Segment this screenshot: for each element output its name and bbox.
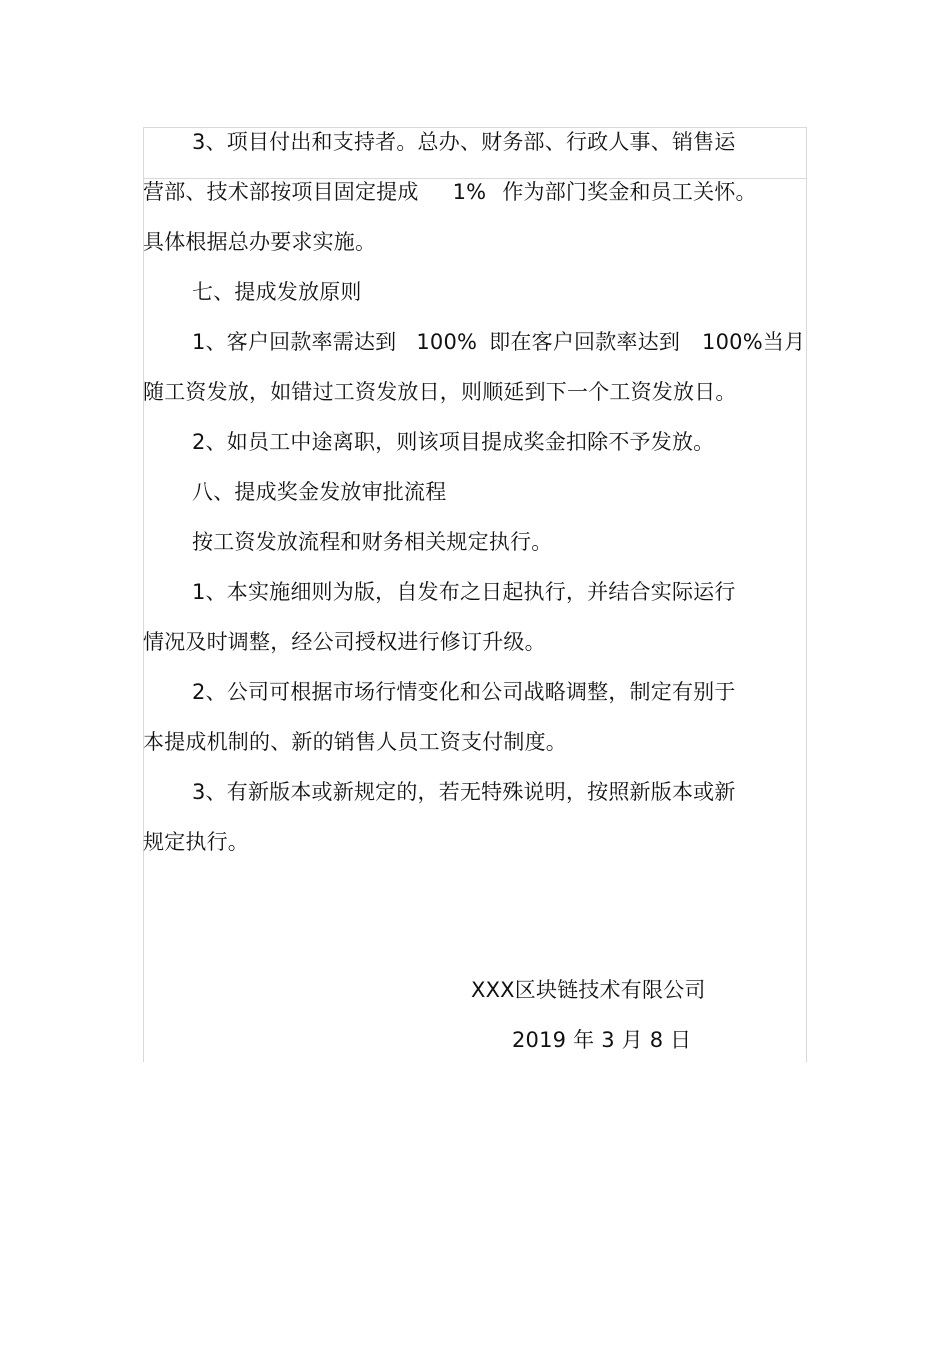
paragraph-line bbox=[192, 427, 714, 457]
section-heading bbox=[192, 477, 446, 507]
paragraph-line bbox=[143, 827, 249, 857]
paragraph-line bbox=[143, 627, 546, 657]
text-line: 情况及时调整，经公司授权进行修订升级。 bbox=[143, 630, 546, 654]
text-line: 100% bbox=[416, 330, 478, 354]
section-heading-text: 八、提成奖金发放审批流程 bbox=[192, 480, 447, 504]
paragraph-line bbox=[143, 377, 737, 407]
paragraph-line bbox=[192, 577, 736, 607]
paragraph-line bbox=[192, 527, 552, 557]
text-line: 3、有新版本或新规定的，若无特殊说明，按照新版本或新 bbox=[192, 780, 736, 804]
text-line: 营部、技术部按项目固定提成 bbox=[143, 180, 419, 204]
paragraph-line bbox=[143, 227, 376, 257]
signature-date bbox=[512, 1025, 691, 1055]
paragraph-line bbox=[192, 327, 805, 357]
paragraph-line bbox=[143, 177, 757, 207]
text-line: 本提成机制的、新的销售人员工资支付制度。 bbox=[143, 730, 567, 754]
frame-right-rule bbox=[806, 127, 807, 1062]
text-line: 规定执行。 bbox=[143, 830, 249, 854]
text-line: 2、如员工中途离职，则该项目提成奖金扣除不予发放。 bbox=[192, 430, 715, 454]
section-heading-text: 七、提成发放原则 bbox=[192, 280, 362, 304]
paragraph-line bbox=[143, 727, 567, 757]
text-line: 2、公司可根据市场行情变化和公司战略调整，制定有别于 bbox=[192, 680, 736, 704]
text-line: 3、项目付出和支持者。总办、财务部、行政人事、销售运 bbox=[192, 130, 736, 154]
text-line: 1、客户回款率需达到 bbox=[192, 330, 397, 354]
paragraph-line bbox=[192, 677, 736, 707]
text-line: 随工资发放，如错过工资发放日，则顺延到下一个工资发放日。 bbox=[143, 380, 737, 404]
text-line: 1、本实施细则为版，自发布之日起执行，并结合实际运行 bbox=[192, 580, 736, 604]
text-line: 即在客户回款率达到 bbox=[489, 330, 681, 354]
company-name: XXX区块链技术有限公司 bbox=[471, 978, 706, 1002]
text-line: 100%当月 bbox=[702, 330, 806, 354]
paragraph-line bbox=[192, 777, 736, 807]
text-line: 按工资发放流程和财务相关规定执行。 bbox=[192, 530, 553, 554]
section-heading bbox=[192, 277, 362, 307]
signature-company bbox=[471, 975, 706, 1005]
text-line: 作为部门奖金和员工关怀。 bbox=[502, 180, 757, 204]
date-text: 2019 年 3 月 8 日 bbox=[512, 1028, 692, 1052]
text-line: 具体根据总办要求实施。 bbox=[143, 230, 377, 254]
paragraph-line bbox=[192, 127, 736, 157]
text-line: 1% bbox=[452, 180, 487, 204]
frame-left-rule bbox=[143, 127, 144, 1062]
